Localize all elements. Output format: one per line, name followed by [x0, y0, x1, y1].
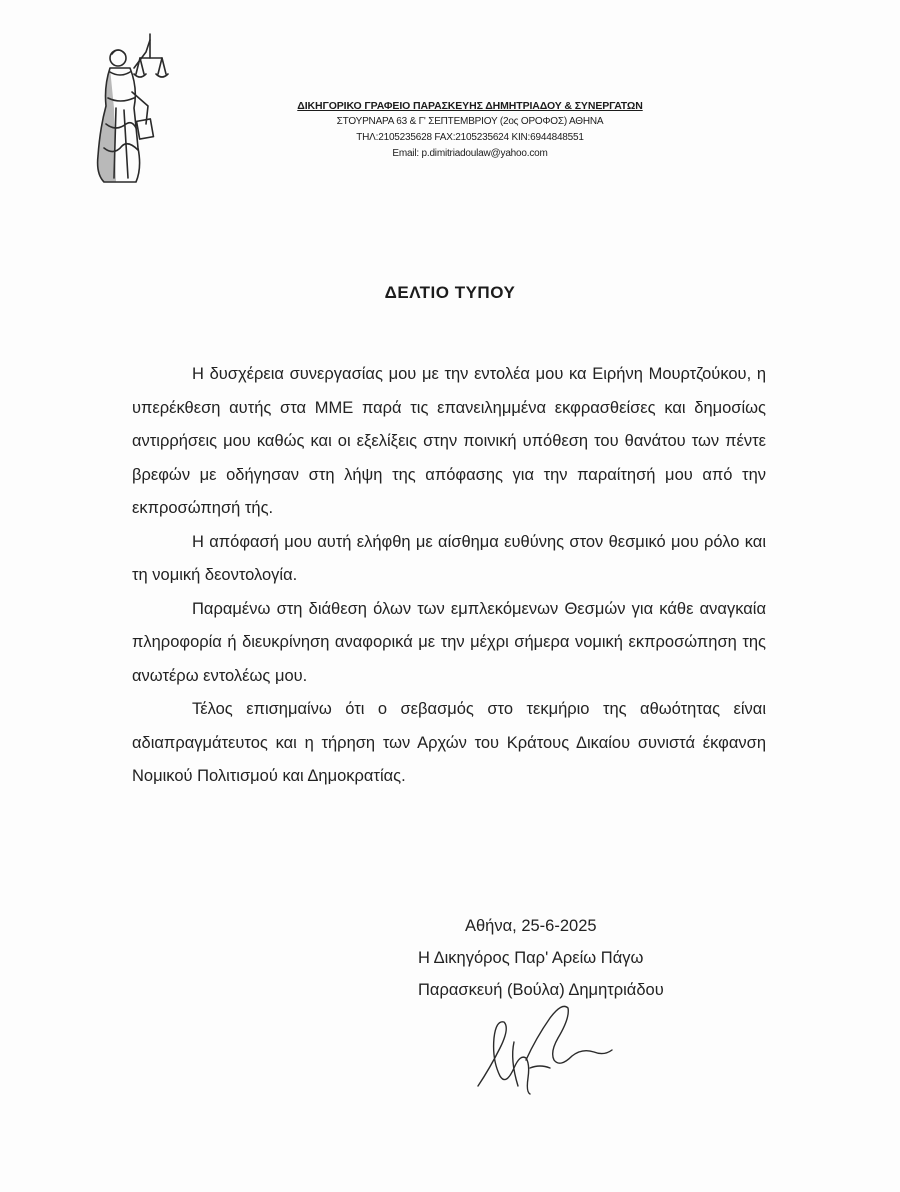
signature-icon — [470, 998, 620, 1098]
firm-name: ΔΙΚΗΓΟΡΙΚΟ ΓΡΑΦΕΙΟ ΠΑΡΑΣΚΕΥΗΣ ΔΗΜΗΤΡΙΑΔΟΥ & ΣΥΝΕΡΓΑΤΩΝ — [297, 100, 643, 112]
paragraph-1: Η δυσχέρεια συνεργασίας μου με την εντολέα μου κα Ειρήνη Μουρτζούκου, η υπερέκθεση αυτής στα ΜΜΕ παρά τις επανειλημμένα εκφρασθείσες και δημοσίως αντιρρήσεις μου καθώς και οι εξελίξεις στην ποινική υπόθεση του θανάτου των πέντε βρεφών με οδήγησαν στη λήψη της απόφασης για την παραίτησή μου από την εκπροσώπησή τής. — [132, 365, 766, 517]
firm-address: ΣΤΟΥΡΝΑΡΑ 63 & Γ' ΣΕΠΤΕΜΒΡΙΟΥ (2ος ΟΡΟΦΟΣ) ΑΘΗΝΑ — [336, 116, 604, 127]
letterhead — [250, 98, 690, 162]
firm-phones: ΤΗΛ:2105235628 FAX:2105235624 ΚΙΝ:6944848551 — [356, 132, 584, 143]
document-title: ΔΕΛΤΙΟ ΤΥΠΟΥ — [384, 283, 516, 302]
lady-justice-icon — [76, 28, 176, 188]
document-body — [132, 358, 766, 794]
paragraph-2: Η απόφασή μου αυτή ελήφθη με αίσθημα ευθύνης στον θεσμικό μου ρόλο και τη νομική δεοντολογία. — [132, 532, 766, 584]
place-date: Αθήνα, 25-6-2025 — [465, 917, 597, 935]
paragraph-3: Παραμένω στη διάθεση όλων των εμπλεκόμενων Θεσμών για κάθε αναγκαία πληροφορία ή διευκρίνηση αναφορικά με την μέχρι σήμερα νομική εκπροσώπηση της ανωτέρω εντολέως μου. — [132, 599, 766, 685]
closing-block — [400, 910, 800, 1006]
firm-email: Email: p.dimitriadoulaw@yahoo.com — [392, 148, 548, 159]
paragraph-4: Τέλος επισημαίνω ότι ο σεβασμός στο τεκμήριο της αθωότητας είναι αδιαπραγμάτευτος και η τήρηση των Αρχών του Κράτους Δικαίου συνιστά έκφανση Νομικού Πολιτισμού και Δημοκρατίας. — [132, 700, 766, 785]
signer-name: Παρασκευή (Βούλα) Δημητριάδου — [418, 981, 664, 999]
signer-role: Η Δικηγόρος Παρ' Αρείω Πάγω — [418, 949, 644, 967]
